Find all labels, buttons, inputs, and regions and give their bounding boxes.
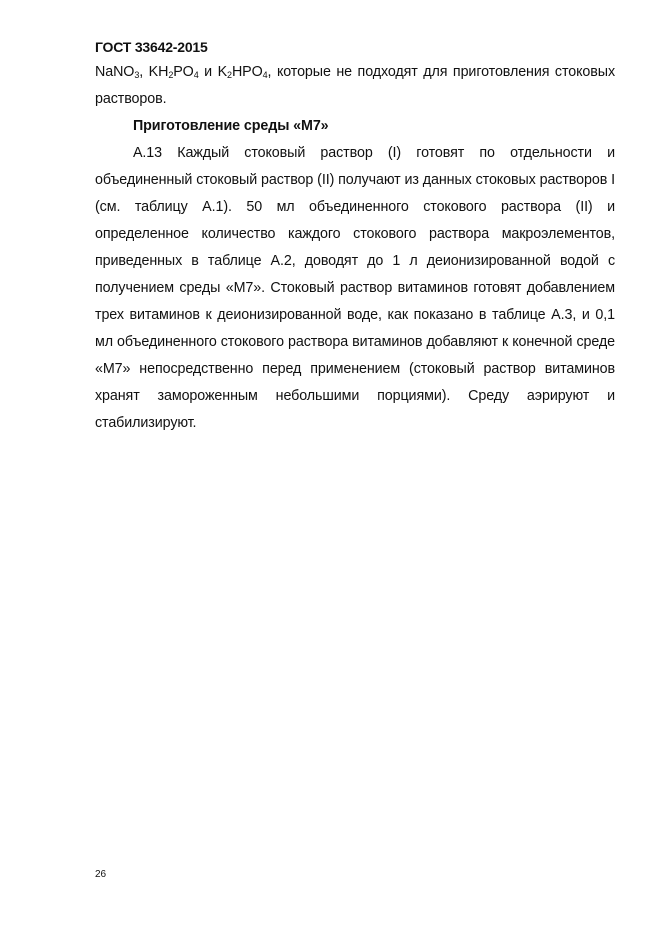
- formula-nano3-subscript: 3: [134, 70, 140, 80]
- section-paragraph-a13: А.13 Каждый стоковый раствор (I) готовят по отдельности и объединенный стоковый раствор (II) получают из данных стоковых растворов I (см. таблицу А.1). 50 мл объединенного стокового раствора (II) и определенное количество каждого стокового раствора макроэлементов, приведенных в таблице А.2, доводят до 1 л деионизированной водой с получением среды «М7». Стоковый раствор витаминов готовят добавлением трех витаминов к деионизированной воде, как показано в таблице А.3, и 0,1 мл объединенного стокового раствора витаминов добавляют к конечной среде «М7» непосредственно перед применением (стоковый раствор витаминов хранят замороженным небольшими порциями). Среду аэрируют и стабилизируют.: [95, 145, 615, 431]
- intro-tail-text: , которые не подходят для приготовления стоковых растворов.: [95, 64, 615, 107]
- section-heading: Приготовление среды «М7»: [133, 118, 329, 134]
- formula-k2hpo4-subscript-b: 4: [262, 70, 268, 80]
- formula-k2hpo4-subscript-a: 2: [227, 70, 232, 80]
- formula-nano3: [95, 64, 139, 80]
- formula-kh2po4-base-a: KH: [148, 64, 169, 80]
- formula-kh2po4-subscript-a: 2: [168, 70, 174, 80]
- formula-k2hpo4: [218, 64, 268, 80]
- formula-kh2po4-base-b: PO: [173, 64, 194, 80]
- formula-kh2po4: [149, 64, 199, 80]
- intro-separator: ,: [139, 64, 149, 80]
- formula-k2hpo4-base-b: HPO: [231, 64, 263, 80]
- standard-header: ГОСТ 33642-2015: [95, 39, 208, 55]
- body-text: [95, 59, 615, 437]
- intro-conjunction: и: [198, 64, 218, 80]
- formula-kh2po4-subscript-b: 4: [193, 70, 199, 80]
- page-number: 26: [95, 869, 107, 880]
- formula-nano3-base: NaNO: [95, 64, 135, 80]
- intro-paragraph: [95, 59, 615, 113]
- formula-k2hpo4-base-a: K: [217, 64, 228, 80]
